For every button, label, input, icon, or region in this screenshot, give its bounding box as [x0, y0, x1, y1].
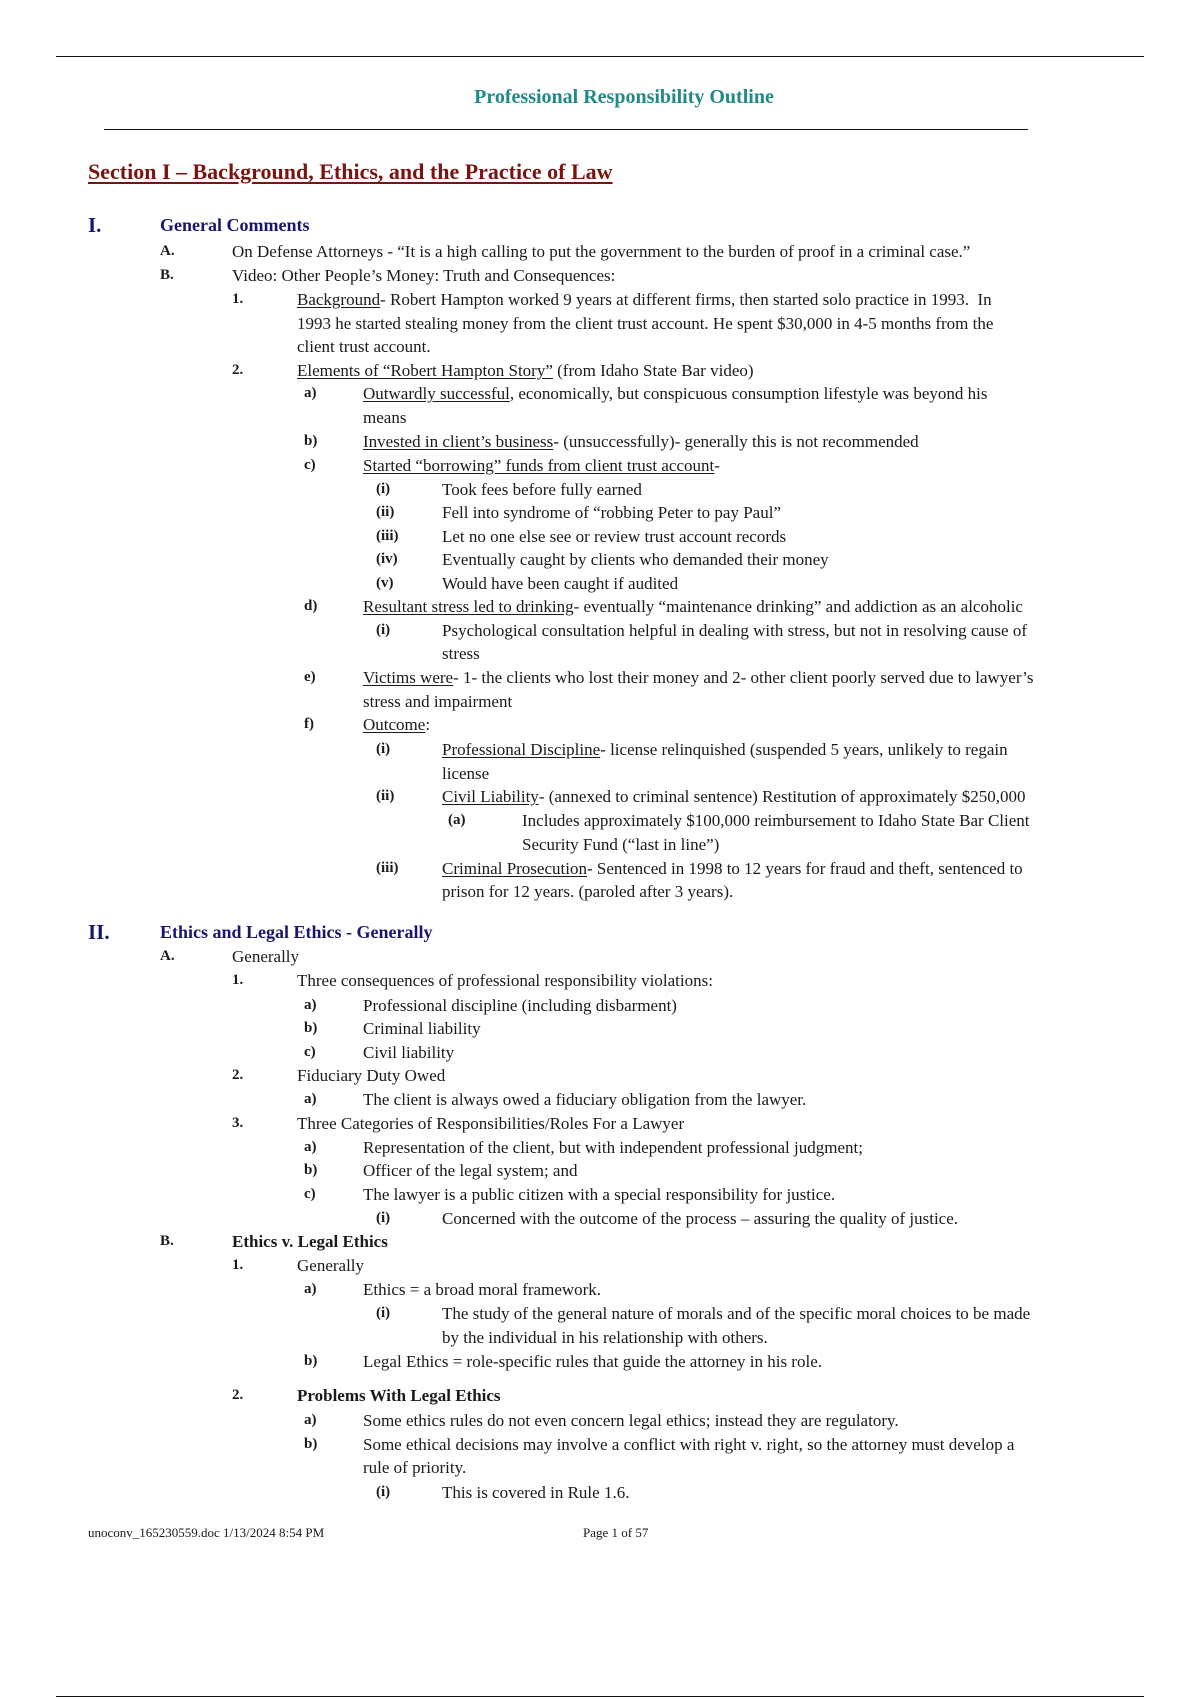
outline-text-continuation: stress [442, 644, 480, 663]
outline-text-continuation: prison for 12 years. (paroled after 3 years). [442, 882, 734, 901]
outline-text-rest: , economically, but conspicuous consumption lifestyle was beyond his [509, 384, 988, 403]
bottom-rule [56, 1696, 1144, 1697]
outline-text [297, 359, 754, 382]
outline-underlined-heading: Victims were [363, 668, 454, 687]
outline-text [442, 738, 1008, 761]
outline-text [363, 430, 919, 453]
outline-text-rest: - license relinquished (suspended 5 years, unlikely to regain [600, 740, 1008, 759]
outline-text: Fell into syndrome of “robbing Peter to pay Paul” [442, 503, 781, 522]
outline-underlined-heading: Professional Discipline [442, 740, 601, 759]
outline-text: On Defense Attorneys - “It is a high calling to put the government to the burden of proof in a criminal case.” [232, 242, 971, 261]
outline-label: II. [88, 920, 110, 944]
outline-text: Some ethics rules do not even concern legal ethics; instead they are regulatory. [363, 1411, 899, 1430]
outline-text: Ethics and Legal Ethics - Generally [160, 922, 433, 942]
outline-text [363, 666, 1033, 689]
outline-text-rest: - Robert Hampton worked 9 years at different firms, then started solo practice in 1993. In [380, 290, 992, 309]
outline-underlined-heading: Started “borrowing” funds from client trust account [363, 456, 715, 475]
outline-text-continuation: means [363, 408, 407, 427]
outline-label: 2. [232, 362, 244, 378]
top-rule [56, 56, 1144, 57]
outline-text-continuation: client trust account. [297, 337, 431, 356]
outline-label: (iii) [376, 860, 399, 876]
outline-underlined-heading: Criminal Prosecution [442, 859, 587, 878]
outline-text-continuation: 1993 he started stealing money from the client trust account. He spent $30,000 in 4-5 months from the [297, 314, 994, 333]
outline-label: e) [304, 669, 316, 685]
outline-text: Would have been caught if audited [442, 574, 679, 593]
document-title: Professional Responsibility Outline [474, 86, 774, 108]
outline-text: The study of the general nature of morals and of the specific moral choices to be made [442, 1304, 1031, 1323]
outline-text: Video: Other People’s Money: Truth and Consequences: [232, 266, 616, 285]
title-rule [104, 129, 1028, 130]
outline-text-continuation: stress and impairment [363, 692, 513, 711]
outline-label: b) [304, 433, 318, 449]
outline-label: 2. [232, 1067, 244, 1083]
outline-label: a) [304, 1281, 317, 1297]
outline-label: A. [160, 948, 175, 964]
outline-underlined-heading: Invested in client’s business [363, 432, 554, 451]
outline-text: Civil liability [363, 1043, 455, 1062]
outline-label: 2. [232, 1387, 244, 1403]
outline-label: 1. [232, 1257, 244, 1273]
outline-text-rest: - (annexed to criminal sentence) Restitution of approximately $250,000 [538, 787, 1026, 806]
outline-label: (i) [376, 1305, 391, 1321]
outline-label: a) [304, 1139, 317, 1155]
outline-label: d) [304, 598, 318, 614]
outline-label: A. [160, 243, 175, 259]
outline-text [363, 713, 430, 736]
outline-text: Ethics = a broad moral framework. [363, 1280, 602, 1299]
outline-text-rest: - Sentenced in 1998 to 12 years for fraud and theft, sentenced to [586, 859, 1023, 878]
outline-label: c) [304, 1186, 316, 1202]
outline-label: a) [304, 997, 317, 1013]
outline-label: b) [304, 1353, 318, 1369]
outline-text: Officer of the legal system; and [363, 1161, 578, 1180]
outline-text [363, 595, 1023, 618]
outline-text: Let no one else see or review trust account records [442, 527, 787, 546]
outline-text: Three consequences of professional responsibility violations: [297, 971, 713, 990]
outline-text: Includes approximately $100,000 reimbursement to Idaho State Bar Client [522, 811, 1030, 830]
outline-text: Three Categories of Responsibilities/Roles For a Lawyer [297, 1114, 685, 1133]
outline-label: a) [304, 1091, 317, 1107]
outline-label: b) [304, 1020, 318, 1036]
outline-underlined-heading: Outcome [363, 715, 426, 734]
outline-label: (i) [376, 481, 391, 497]
outline-label: f) [304, 716, 314, 732]
outline-label: a) [304, 1412, 317, 1428]
outline-text: Criminal liability [363, 1019, 481, 1038]
outline-label: (iv) [376, 551, 398, 567]
outline-label: (ii) [376, 504, 395, 520]
outline-label: c) [304, 1044, 316, 1060]
outline-text: Professional discipline (including disbarment) [363, 996, 677, 1015]
outline-label: 3. [232, 1115, 244, 1131]
outline-label: (ii) [376, 788, 395, 804]
outline-text [363, 382, 987, 405]
outline-label: 1. [232, 972, 244, 988]
outline-text-continuation: license [442, 764, 490, 783]
outline-text: Eventually caught by clients who demanded their money [442, 550, 829, 569]
outline-text: Concerned with the outcome of the process – assuring the quality of justice. [442, 1209, 959, 1228]
outline-label: I. [88, 213, 102, 237]
outline-label: (i) [376, 1210, 391, 1226]
outline-label: (i) [376, 741, 391, 757]
outline-text-rest: - [714, 456, 720, 475]
outline-text-rest: - 1- the clients who lost their money and 2- other client poorly served due to lawyer’s [453, 668, 1034, 687]
outline-text [442, 857, 1023, 880]
outline-text [363, 454, 720, 477]
outline-underlined-heading: Elements of “Robert Hampton Story” [297, 361, 553, 380]
outline-text: Ethics v. Legal Ethics [232, 1232, 388, 1251]
outline-label: b) [304, 1162, 318, 1178]
outline-label: c) [304, 457, 316, 473]
footer-page-number: Page 1 of 57 [583, 1525, 649, 1540]
outline-text-rest: (from Idaho State Bar video) [552, 361, 754, 380]
outline-text: Fiduciary Duty Owed [297, 1066, 446, 1085]
outline-text: Problems With Legal Ethics [297, 1386, 501, 1405]
outline-text: The client is always owed a fiduciary obligation from the lawyer. [363, 1090, 807, 1109]
outline-text [442, 785, 1026, 808]
outline-text-continuation: Security Fund (“last in line”) [522, 835, 720, 854]
outline-label: b) [304, 1436, 318, 1452]
outline-text: Took fees before fully earned [442, 480, 642, 499]
outline-text-rest: - (unsuccessfully)- generally this is not recommended [553, 432, 919, 451]
outline-label: B. [160, 267, 174, 283]
outline-underlined-heading: Background [297, 290, 381, 309]
outline-text: The lawyer is a public citizen with a special responsibility for justice. [363, 1185, 836, 1204]
outline-label: (a) [448, 812, 466, 828]
outline-text: Generally [297, 1256, 365, 1275]
outline-underlined-heading: Civil Liability [442, 787, 539, 806]
outline-text: General Comments [160, 215, 310, 235]
outline-label: (iii) [376, 528, 399, 544]
outline-text-continuation: rule of priority. [363, 1458, 467, 1477]
section-heading: Section I – Background, Ethics, and the Practice of Law [88, 159, 613, 184]
outline-label: (v) [376, 575, 394, 591]
outline-text: Some ethical decisions may involve a conflict with right v. right, so the attorney must develop a [363, 1435, 1015, 1454]
outline-underlined-heading: Outwardly successful [363, 384, 510, 403]
outline-label: B. [160, 1233, 174, 1249]
outline-label: 1. [232, 291, 244, 307]
outline-text-continuation: by the individual in his relationship with others. [442, 1328, 768, 1347]
outline-label: (i) [376, 622, 391, 638]
outline-underlined-heading: Resultant stress led to drinking [363, 597, 574, 616]
outline-text [297, 288, 992, 311]
outline-label: (i) [376, 1484, 391, 1500]
outline-text: Representation of the client, but with independent professional judgment; [363, 1138, 863, 1157]
outline-text: This is covered in Rule 1.6. [442, 1483, 630, 1502]
footer-file-info: unoconv_165230559.doc 1/13/2024 8:54 PM [88, 1525, 325, 1540]
outline-text: Legal Ethics = role-specific rules that guide the attorney in his role. [363, 1352, 822, 1371]
outline-text: Psychological consultation helpful in dealing with stress, but not in resolving cause of [442, 621, 1027, 640]
outline-label: a) [304, 385, 317, 401]
outline-text-rest: : [425, 715, 431, 734]
outline-text: Generally [232, 947, 300, 966]
outline-text-rest: - eventually “maintenance drinking” and addiction as an alcoholic [573, 597, 1023, 616]
